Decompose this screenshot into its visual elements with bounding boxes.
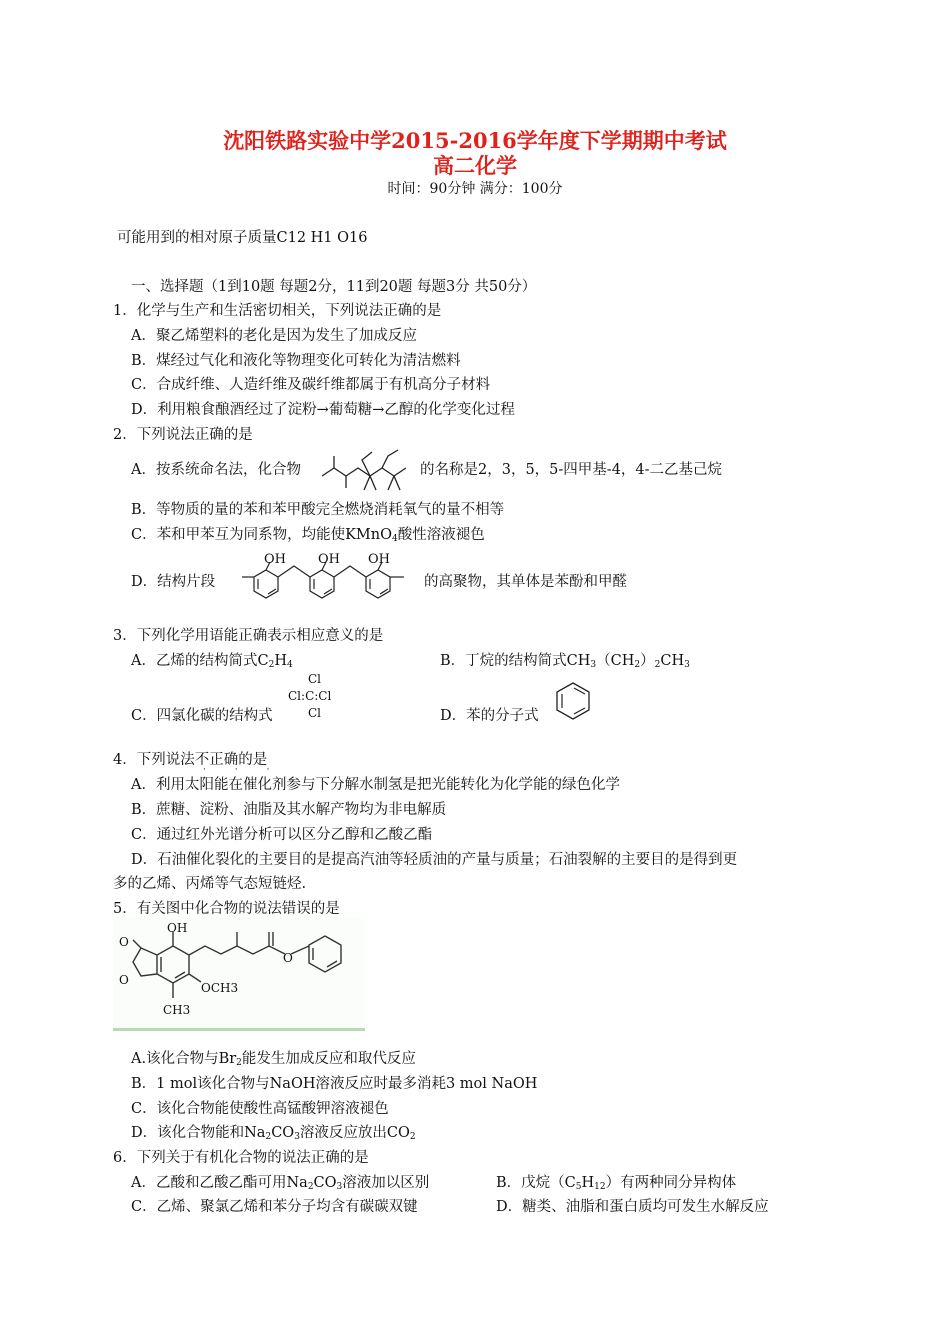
question-5-option-d: D．该化合物能和$Na_2CO_3$溶液反应放出$CO_2$ <box>131 1125 416 1142</box>
question-5-option-b: B．1 mol该化合物与NaOH溶液反应时最多消耗3 mol NaOH <box>131 1076 538 1092</box>
question-6-option-b: B．戊烷$(C_5H_{12})$有两种同分异构体 <box>496 1175 737 1192</box>
question-3-option-d: D．苯的分子式 <box>440 708 539 724</box>
question-1-option-d: D．利用粮食酿酒经过了淀粉→葡萄糖→乙醇的化学变化过程 <box>131 402 515 418</box>
question-2-option-d-suffix: 的高聚物，其单体是苯酚和甲醛 <box>424 574 627 590</box>
question-1-option-a: A．聚乙烯塑料的老化是因为发生了加成反应 <box>131 328 417 344</box>
alkane-skeletal-structure <box>318 446 418 496</box>
oh-label-2: OH <box>318 552 340 567</box>
question-6-option-c: C．乙烯、聚氯乙烯和苯分子均含有碳碳双键 <box>131 1199 418 1215</box>
oh-label-3: OH <box>368 552 390 567</box>
compound-structure-drawing <box>113 918 365 1026</box>
label-o-ring: O <box>119 973 129 987</box>
question-5-option-a: A.该化合物与$Br_2$能发生加成反应和取代反应 <box>131 1051 416 1068</box>
question-5-stem: 5．有关图中化合物的说法错误的是 <box>113 901 340 917</box>
ccl4-bottom: Cl <box>308 706 322 720</box>
question-3-stem: 3．下列化学用语能正确表示相应意义的是 <box>113 628 384 644</box>
exam-meta: 时间：90分钟 满分：100分 <box>387 181 563 197</box>
question-6-option-a: A．乙酸和乙酸乙酯可用$Na_2CO_3$溶液加以区别 <box>131 1175 430 1192</box>
question-2-option-c: C．苯和甲苯互为同系物，均能使KMnO$_4$酸性溶液褪色 <box>131 527 485 544</box>
question-3-option-c: C．四氯化碳的结构式 <box>131 708 273 724</box>
emphasis-dots: · · · <box>203 765 283 775</box>
ccl4-top: Cl <box>308 672 322 686</box>
question-6-stem: 6．下列关于有机化合物的说法正确的是 <box>113 1150 369 1166</box>
question-2-option-d-prefix: D．结构片段 <box>131 574 216 590</box>
exam-title: 沈阳铁路实验中学2015-2016学年度下学期期中考试 <box>223 128 727 153</box>
label-ch3: CH3 <box>163 1003 191 1017</box>
label-o-carbonyl: O <box>119 935 129 949</box>
question-1-option-c: C．合成纤维、人造纤维及碳纤维都属于有机高分子材料 <box>131 377 491 393</box>
question-6-option-d: D．糖类、油脂和蛋白质均可发生水解反应 <box>496 1199 769 1215</box>
atomic-mass-line: 可能用到的相对原子质量C12 H1 O16 <box>117 230 368 246</box>
emphasized-text: 不正确 <box>194 752 239 768</box>
question-4-option-b: B．蔗糖、淀粉、油脂及其水解产物均为非电解质 <box>131 802 447 818</box>
label-och3: OCH3 <box>201 981 239 995</box>
question-2-stem: 2．下列说法正确的是 <box>113 427 253 443</box>
question-2-option-a-prefix: A．按系统命名法，化合物 <box>131 462 301 478</box>
question-4-option-a: A．利用太阳能在催化剂参与下分解水制氢是把光能转化为化学能的绿色化学 <box>131 777 620 793</box>
exam-subtitle: 高二化学 <box>433 153 517 178</box>
question-2-option-a-suffix: 的名称是2，3，5，5-四甲基-4，4-二乙基己烷 <box>420 462 723 478</box>
question-4-option-d-line2: 多的乙烯、丙烯等气态短链烃. <box>113 876 307 892</box>
question-5-option-c: C．该化合物能使酸性高锰酸钾溶液褪色 <box>131 1101 389 1117</box>
question-1-option-b: B．煤经过气化和液化等物理变化可转化为清洁燃料 <box>131 353 461 369</box>
oh-label-1: OH <box>264 552 286 567</box>
question-4-option-c: C．通过红外光谱分析可以区分乙醇和乙酸乙酯 <box>131 827 433 843</box>
question-4-option-d-line1: D．石油催化裂化的主要目的是提高汽油等轻质油的产量与质量；石油裂解的主要目的是得到更 <box>131 852 738 868</box>
section-heading: 一、选择题（1到10题 每题2分，11到20题 每题3分 共50分） <box>131 279 537 295</box>
compound-structure-image <box>113 918 365 1031</box>
question-3-option-a: A．乙烯的结构简式$C_2H_4$ <box>131 653 293 670</box>
question-2-option-b: B．等物质的量的苯和苯甲酸完全燃烧消耗氧气的量不相等 <box>131 502 505 518</box>
question-3-option-b: B．丁烷的结构简式$CH_3(CH_2)_2CH_3$ <box>440 653 690 670</box>
ccl4-middle: Cl:C:Cl <box>288 689 332 703</box>
benzene-ring-structure <box>553 680 593 722</box>
question-1-stem: 1．化学与生产和生活密切相关，下列说法正确的是 <box>113 303 442 319</box>
label-o-ester: O <box>283 951 293 965</box>
question-4-stem: 4．下列说法不正确的是 <box>113 752 268 768</box>
label-oh: OH <box>167 921 188 935</box>
